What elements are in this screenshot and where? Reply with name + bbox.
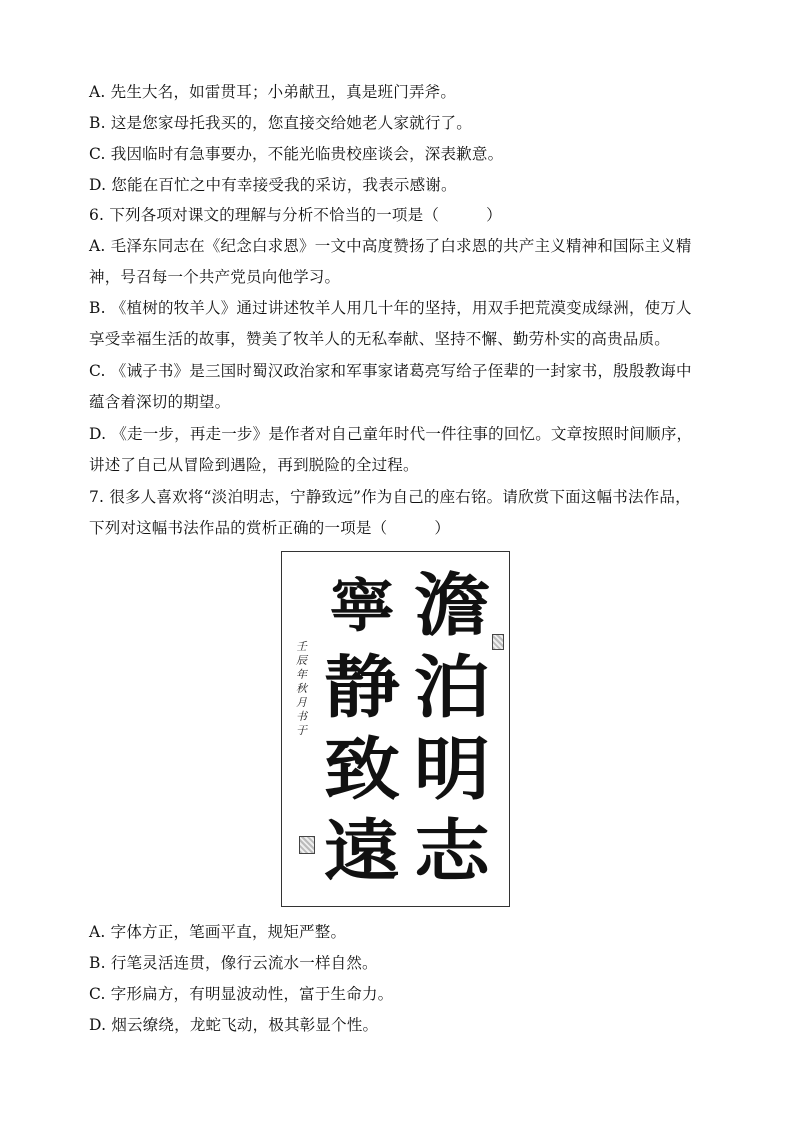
seal-stamp-top bbox=[492, 634, 504, 650]
question-6-stem: 6. 下列各项对课文的理解与分析不恰当的一项是（ ） bbox=[89, 206, 502, 224]
question-7-stem-line2: 下列对这幅书法作品的赏析正确的一项是（ ） bbox=[89, 519, 451, 537]
option-6d-line2: 讲述了自己从冒险到遇险，再到脱险的全过程。 bbox=[89, 456, 419, 474]
calligraphy-right-column bbox=[406, 566, 498, 894]
option-6d-line1: D. 《走一步，再走一步》是作者对自己童年时代一件往事的回忆。文章按照时间顺序， bbox=[89, 425, 693, 443]
option-5c: C. 我因临时有急事要办，不能光临贵校座谈会，深表歉意。 bbox=[89, 145, 504, 163]
calligraphy-char: 澹 bbox=[413, 566, 491, 646]
option-6c-line2: 蕴含着深切的期望。 bbox=[89, 393, 231, 411]
option-5b: B. 这是您家母托我买的，您直接交给她老人家就行了。 bbox=[89, 114, 472, 132]
calligraphy-inscription: 壬辰年秋月书于 bbox=[296, 640, 307, 737]
calligraphy-char: 致 bbox=[323, 730, 401, 810]
question-7-stem-line1: 7. 很多人喜欢将“淡泊明志，宁静致远”作为自己的座右铭。请欣赏下面这幅书法作品， bbox=[89, 488, 691, 506]
option-6a-line1: A. 毛泽东同志在《纪念白求恩》一文中高度赞扬了白求恩的共产主义精神和国际主义精 bbox=[89, 237, 692, 255]
option-7b: B. 行笔灵活连贯，像行云流水一样自然。 bbox=[89, 954, 378, 972]
option-7a: A. 字体方正，笔画平直，规矩严整。 bbox=[89, 923, 347, 941]
option-7c: C. 字形扁方，有明显波动性，富于生命力。 bbox=[89, 985, 394, 1003]
calligraphy-artwork bbox=[281, 551, 510, 907]
calligraphy-left-column bbox=[316, 566, 408, 894]
option-6a-line2: 神，号召每一个共产党员向他学习。 bbox=[89, 268, 341, 286]
calligraphy-char: 志 bbox=[413, 812, 491, 892]
calligraphy-char: 寧 bbox=[329, 572, 395, 640]
seal-stamp-bottom bbox=[299, 836, 315, 854]
option-7d: D. 烟云缭绕，龙蛇飞动，极其彰显个性。 bbox=[89, 1016, 379, 1034]
calligraphy-char: 泊 bbox=[413, 648, 491, 728]
calligraphy-char: 遠 bbox=[323, 812, 401, 892]
option-5d: D. 您能在百忙之中有幸接受我的采访，我表示感谢。 bbox=[89, 176, 457, 194]
calligraphy-char: 静 bbox=[323, 648, 401, 728]
calligraphy-char: 明 bbox=[413, 730, 491, 810]
option-6b-line2: 享受幸福生活的故事，赞美了牧羊人的无私奉献、坚持不懈、勤劳朴实的高贵品质。 bbox=[89, 330, 670, 348]
option-5a: A. 先生大名，如雷贯耳；小弟献丑，真是班门弄斧。 bbox=[89, 83, 457, 101]
option-6c-line1: C. 《诫子书》是三国时蜀汉政治家和军事家诸葛亮写给子侄辈的一封家书，殷殷教诲中 bbox=[89, 362, 692, 380]
option-6b-line1: B. 《植树的牧羊人》通过讲述牧羊人用几十年的坚持，用双手把荒漠变成绿洲，使万人 bbox=[89, 299, 692, 317]
